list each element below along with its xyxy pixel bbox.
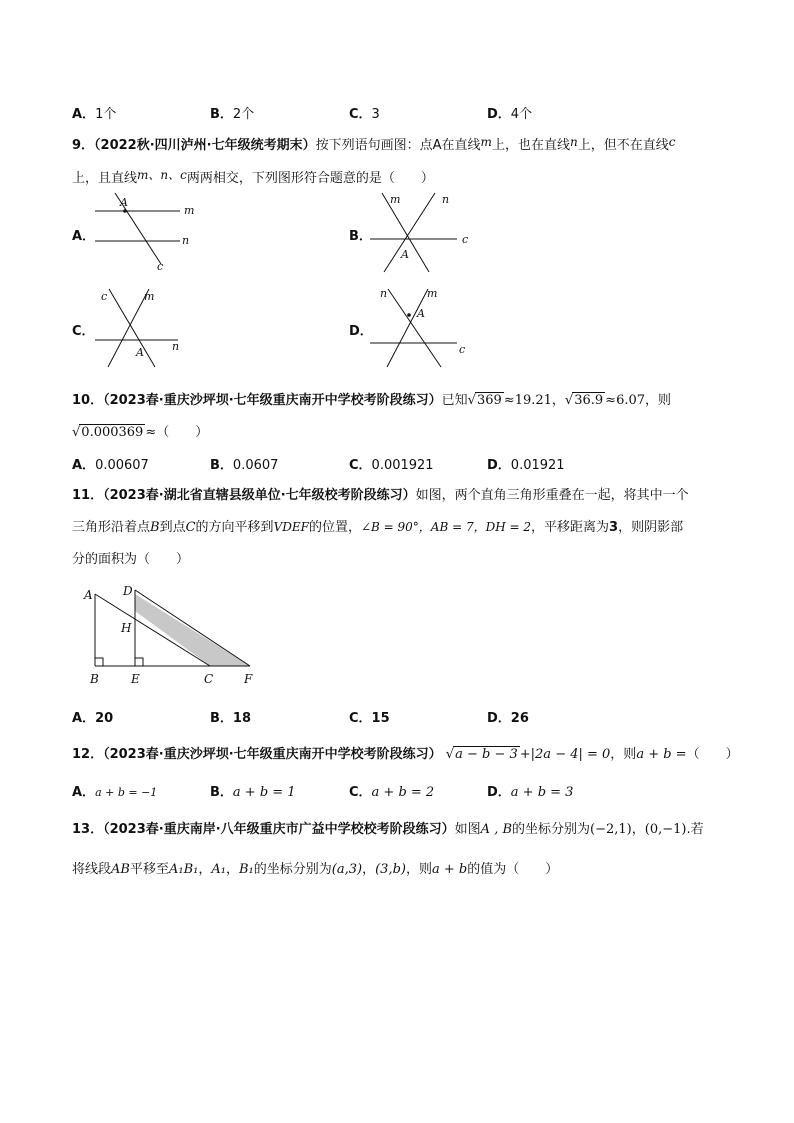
label-a: A bbox=[84, 588, 93, 602]
label-c: c bbox=[101, 290, 108, 303]
label-n: n bbox=[182, 234, 190, 247]
label-a: A bbox=[120, 196, 128, 209]
q9-figure-c bbox=[88, 283, 208, 368]
q9-figure-b bbox=[365, 188, 485, 273]
q9-option-c[interactable]: C． bbox=[72, 324, 95, 339]
q11-option-d[interactable]: D．26 bbox=[487, 711, 529, 726]
q9-option-a[interactable]: A． bbox=[72, 229, 96, 244]
q13-line1: 13．（2023春·重庆南岸·八年级重庆市广益中学校校考阶段练习）如图A , B的坐标分别为(−2,1)，(0,−1).若 bbox=[72, 822, 704, 837]
label-d: D bbox=[123, 584, 133, 598]
q10-option-c[interactable]: C．0.001921 bbox=[349, 458, 434, 473]
label-n: n bbox=[442, 193, 450, 206]
q8-option-b[interactable]: B．2个 bbox=[210, 107, 255, 122]
q9-line1: 9．（2022秋·四川泸州·七年级统考期末）按下列语句画图：点A在直线m上，也在直线n上，但不在直线c bbox=[72, 135, 676, 153]
q11-line2: 三角形沿着点B到点C的方向平移到VDEF的位置，∠B = 90°，AB = 7，DH = 2，平移距离为3，则阴影部 bbox=[72, 520, 684, 535]
point-a bbox=[407, 313, 411, 317]
q13-line2: 将线段AB平移至A₁B₁，A₁，B₁的坐标分别为(a,3)，(3,b)，则a + b的值为（ ） bbox=[72, 862, 559, 877]
q9-figure-a bbox=[88, 188, 208, 273]
line-m bbox=[387, 289, 428, 367]
q10-line2: √0.000369 ≈（ ） bbox=[72, 425, 209, 440]
label-m: m bbox=[184, 204, 195, 217]
label-m: m bbox=[144, 290, 155, 303]
label-e: E bbox=[131, 672, 140, 686]
q12-line1: 12．（2023春·重庆沙坪坝·七年级重庆南开中学校考阶段练习） √a − b − 3 +|2a − 4| = 0，则a + b =（ ） bbox=[72, 747, 739, 762]
q11-line1: 11．（2023春·湖北省直辖县级单位·七年级校考阶段练习）如图，两个直角三角形重叠在一起，将其中一个 bbox=[72, 488, 689, 503]
label-m: m bbox=[427, 287, 438, 300]
q9-line2: 上，且直线m、n、c两两相交，下列图形符合题意的是（ ） bbox=[72, 168, 434, 186]
label-c: c bbox=[462, 233, 469, 246]
label-c: C bbox=[204, 672, 214, 686]
q12-option-a[interactable]: A．a + b = −1 bbox=[72, 785, 158, 800]
line-n bbox=[388, 289, 441, 367]
q11-line3: 分的面积为（ ） bbox=[72, 552, 190, 567]
q11-figure bbox=[80, 580, 265, 690]
q9-option-d[interactable]: D． bbox=[349, 324, 373, 339]
q11-option-a[interactable]: A．20 bbox=[72, 711, 114, 726]
label-h: H bbox=[121, 621, 132, 635]
q10-option-a[interactable]: A．0.00607 bbox=[72, 458, 149, 473]
q8-option-c[interactable]: C．3 bbox=[349, 107, 380, 122]
q12-option-b[interactable]: B．a + b = 1 bbox=[210, 785, 296, 800]
label-c: c bbox=[459, 343, 466, 356]
q11-option-b[interactable]: B．18 bbox=[210, 711, 252, 726]
label-f: F bbox=[244, 672, 253, 686]
q8-option-a[interactable]: A．1个 bbox=[72, 107, 117, 122]
q8-option-d[interactable]: D．4个 bbox=[487, 107, 533, 122]
q12-option-d[interactable]: D．a + b = 3 bbox=[487, 785, 574, 800]
label-a: A bbox=[136, 346, 144, 359]
q11-option-c[interactable]: C．15 bbox=[349, 711, 390, 726]
label-n: n bbox=[380, 287, 388, 300]
point-a bbox=[123, 209, 127, 213]
label-n: n bbox=[172, 340, 180, 353]
label-a: A bbox=[417, 307, 425, 320]
label-b: B bbox=[90, 672, 99, 686]
label-a: A bbox=[401, 248, 409, 261]
label-m: m bbox=[390, 193, 401, 206]
q10-option-b[interactable]: B．0.0607 bbox=[210, 458, 279, 473]
q9-figure-d bbox=[365, 283, 485, 368]
q12-option-c[interactable]: C．a + b = 2 bbox=[349, 785, 435, 800]
label-c: c bbox=[157, 260, 164, 273]
q9-option-b[interactable]: B． bbox=[349, 229, 372, 244]
q10-option-d[interactable]: D．0.01921 bbox=[487, 458, 565, 473]
q10-line1: 10．（2023春·重庆沙坪坝·七年级重庆南开中学校考阶段练习）已知√369 ≈19.21，√36.9 ≈6.07，则 bbox=[72, 393, 672, 408]
